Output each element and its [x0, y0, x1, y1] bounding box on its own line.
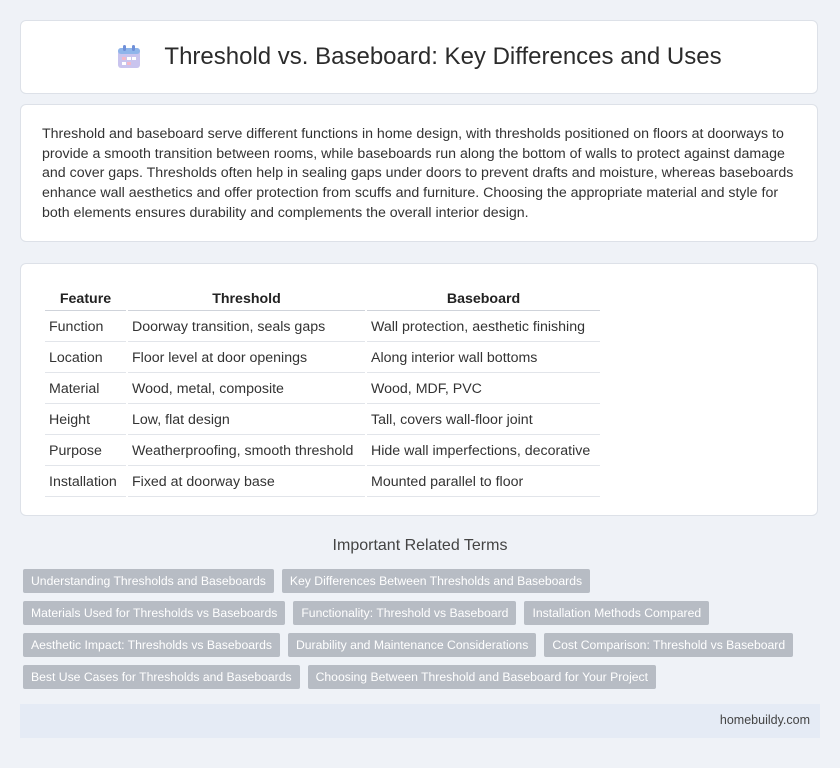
calendar-icon [116, 44, 142, 70]
column-header-feature: Feature [45, 288, 126, 311]
footer [20, 704, 820, 738]
related-tag[interactable]: Cost Comparison: Threshold vs Baseboard [544, 633, 793, 657]
table-row [45, 437, 600, 466]
table-cell-baseboard: Hide wall imperfections, decorative [367, 437, 600, 466]
related-tag[interactable]: Choosing Between Threshold and Baseboard for Your Project [308, 665, 656, 689]
table-cell-threshold: Weatherproofing, smooth threshold [128, 437, 365, 466]
table-cell-feature: Installation [45, 468, 126, 497]
related-tag[interactable]: Best Use Cases for Thresholds and Baseboards [23, 665, 300, 689]
related-tag[interactable]: Materials Used for Thresholds vs Baseboards [23, 601, 285, 625]
table-cell-feature: Purpose [45, 437, 126, 466]
related-tag[interactable]: Key Differences Between Thresholds and Baseboards [282, 569, 590, 593]
table-cell-baseboard: Tall, covers wall-floor joint [367, 406, 600, 435]
column-header-threshold: Threshold [128, 288, 365, 311]
table-row [45, 344, 600, 373]
table-cell-baseboard: Wood, MDF, PVC [367, 375, 600, 404]
table-row [45, 406, 600, 435]
table-cell-threshold: Wood, metal, composite [128, 375, 365, 404]
intro-card [20, 104, 818, 242]
table-cell-feature: Function [45, 313, 126, 342]
table-cell-threshold: Doorway transition, seals gaps [128, 313, 365, 342]
footer-site-link[interactable]: homebuildy.com [719, 713, 810, 727]
table-cell-threshold: Floor level at door openings [128, 344, 365, 373]
title-card [20, 20, 818, 94]
related-tag[interactable]: Installation Methods Compared [524, 601, 709, 625]
table-cell-feature: Material [45, 375, 126, 404]
related-tag[interactable]: Functionality: Threshold vs Baseboard [293, 601, 516, 625]
table-cell-baseboard: Mounted parallel to floor [367, 468, 600, 497]
intro-paragraph: Threshold and baseboard serve different functions in home design, with thresholds positioned on floors at doorways to provide a smooth transition between rooms, while baseboards run along the bottom of walls to protect against damage and cover gaps. Thresholds often help in sealing gaps under doors to prevent drafts and moisture, whereas baseboards enhance wall aesthetics and offer protection from scuffs and furniture. Choosing the appropriate material and style for both elements ensures durability and complements the overall interior design. [42, 126, 794, 221]
related-tag[interactable]: Durability and Maintenance Considerations [288, 633, 536, 657]
page-title: Threshold vs. Baseboard: Key Differences and Uses [164, 43, 722, 70]
table-row [45, 468, 600, 497]
table-cell-threshold: Low, flat design [128, 406, 365, 435]
table-cell-feature: Height [45, 406, 126, 435]
column-header-baseboard: Baseboard [367, 288, 600, 311]
table-cell-feature: Location [45, 344, 126, 373]
table-cell-baseboard: Wall protection, aesthetic finishing [367, 313, 600, 342]
related-tag[interactable]: Understanding Thresholds and Baseboards [23, 569, 274, 593]
table-row [45, 375, 600, 404]
table-row [45, 313, 600, 342]
comparison-table [43, 286, 602, 499]
table-card [20, 263, 818, 516]
related-terms-heading: Important Related Terms [332, 537, 508, 554]
related-tags [23, 569, 813, 689]
table-cell-threshold: Fixed at doorway base [128, 468, 365, 497]
title-wrap [21, 21, 817, 93]
table-header-row [45, 288, 600, 311]
related-tag[interactable]: Aesthetic Impact: Thresholds vs Baseboards [23, 633, 280, 657]
table-cell-baseboard: Along interior wall bottoms [367, 344, 600, 373]
